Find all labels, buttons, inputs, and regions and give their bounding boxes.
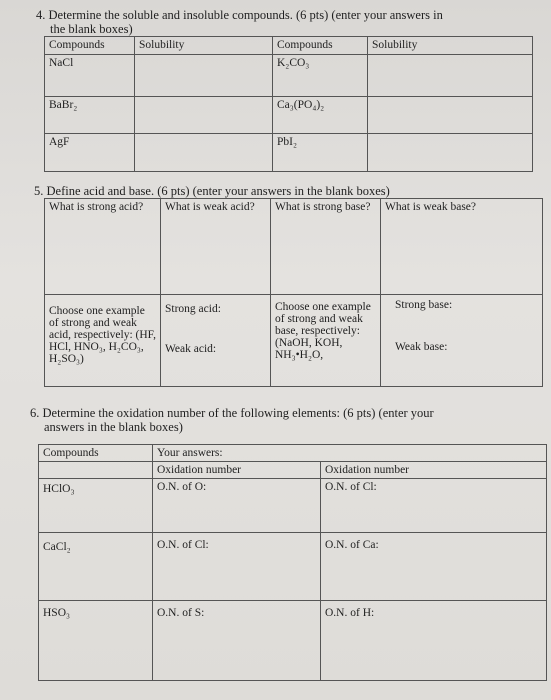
- q4-compound-pbi2: PbI₂: [273, 134, 368, 172]
- q6-prompt-line1: 6. Determine the oxidation number of the following elements: (6 pts) (enter your: [30, 406, 434, 420]
- q6-compound-hclo3: HClO₃: [39, 479, 153, 533]
- q4-answer-nacl[interactable]: [135, 55, 273, 97]
- q5-strong-base-label: Strong base:: [395, 299, 453, 311]
- q5-base-answers[interactable]: [381, 295, 543, 387]
- q4-answer-k2co3[interactable]: [368, 55, 533, 97]
- q5-header-weak-acid: What is weak acid?: [161, 199, 271, 295]
- q4-answer-agf[interactable]: [135, 134, 273, 172]
- q4-compound-agf: AgF: [45, 134, 135, 172]
- q6-answer-hso3-h[interactable]: O.N. of H:: [321, 601, 547, 681]
- q4-compound-ca3po42: Ca₃(PO₄)₂: [273, 97, 368, 134]
- q6-answer-hclo3-cl[interactable]: O.N. of Cl:: [321, 479, 547, 533]
- q6-header-compounds: Compounds: [39, 445, 153, 462]
- q6-answer-hso3-s[interactable]: O.N. of S:: [153, 601, 321, 681]
- q4-prompt-line2: the blank boxes): [50, 22, 133, 36]
- q5-prompt: 5. Define acid and base. (6 pts) (enter your answers in the blank boxes): [34, 184, 390, 198]
- q4-header-solubility-right: Solubility: [368, 37, 533, 55]
- q6-prompt-line2: answers in the blank boxes): [44, 420, 183, 434]
- q6-table: [38, 444, 547, 681]
- q6-answer-hclo3-o[interactable]: O.N. of O:: [153, 479, 321, 533]
- q5-weak-base-label: Weak base:: [395, 341, 448, 353]
- q5-choose-base: Choose one example of strong and weak base, respectively: (NaOH, KOH, NH₃•H₂O,: [271, 295, 381, 387]
- q6-header-answers: Your answers:: [153, 445, 547, 462]
- q5-table: [44, 198, 543, 387]
- q4-prompt-line1: 4. Determine the soluble and insoluble compounds. (6 pts) (enter your answers in: [36, 8, 443, 22]
- q6-answer-cacl2-ca[interactable]: O.N. of Ca:: [321, 533, 547, 601]
- q6-answer-cacl2-cl[interactable]: O.N. of Cl:: [153, 533, 321, 601]
- q4-answer-ca3po42[interactable]: [368, 97, 533, 134]
- q5-header-weak-base: What is weak base?: [381, 199, 543, 295]
- q4-header-compounds-right: Compounds: [273, 37, 368, 55]
- q6-header-blank: [39, 462, 153, 479]
- q4-answer-babr2[interactable]: [135, 97, 273, 134]
- q4-answer-pbi2[interactable]: [368, 134, 533, 172]
- q5-strong-acid-label: Strong acid:: [165, 303, 221, 315]
- q6-prompt: [30, 406, 540, 434]
- q5-acid-answers[interactable]: [161, 295, 271, 387]
- q6-subheader-2: Oxidation number: [321, 462, 547, 479]
- q5-weak-acid-label: Weak acid:: [165, 343, 217, 355]
- q6-compound-hso3: HSO₃: [39, 601, 153, 681]
- q4-header-solubility-left: Solubility: [135, 37, 273, 55]
- q4-header-compounds-left: Compounds: [45, 37, 135, 55]
- q4-table: [44, 36, 533, 172]
- q4-compound-babr2: BaBr₂: [45, 97, 135, 134]
- q6-compound-cacl2: CaCl₂: [39, 533, 153, 601]
- q4-prompt: [36, 8, 536, 36]
- q4-compound-k2co3: K₂CO₃: [273, 55, 368, 97]
- q5-header-strong-base: What is strong base?: [271, 199, 381, 295]
- q4-compound-nacl: NaCl: [45, 55, 135, 97]
- q5-choose-acid: Choose one example of strong and weak acid, respectively: (HF, HCl, HNO₃, H₂CO₃, H₂SO₃): [45, 295, 161, 387]
- q6-subheader-1: Oxidation number: [153, 462, 321, 479]
- q5-header-strong-acid: What is strong acid?: [45, 199, 161, 295]
